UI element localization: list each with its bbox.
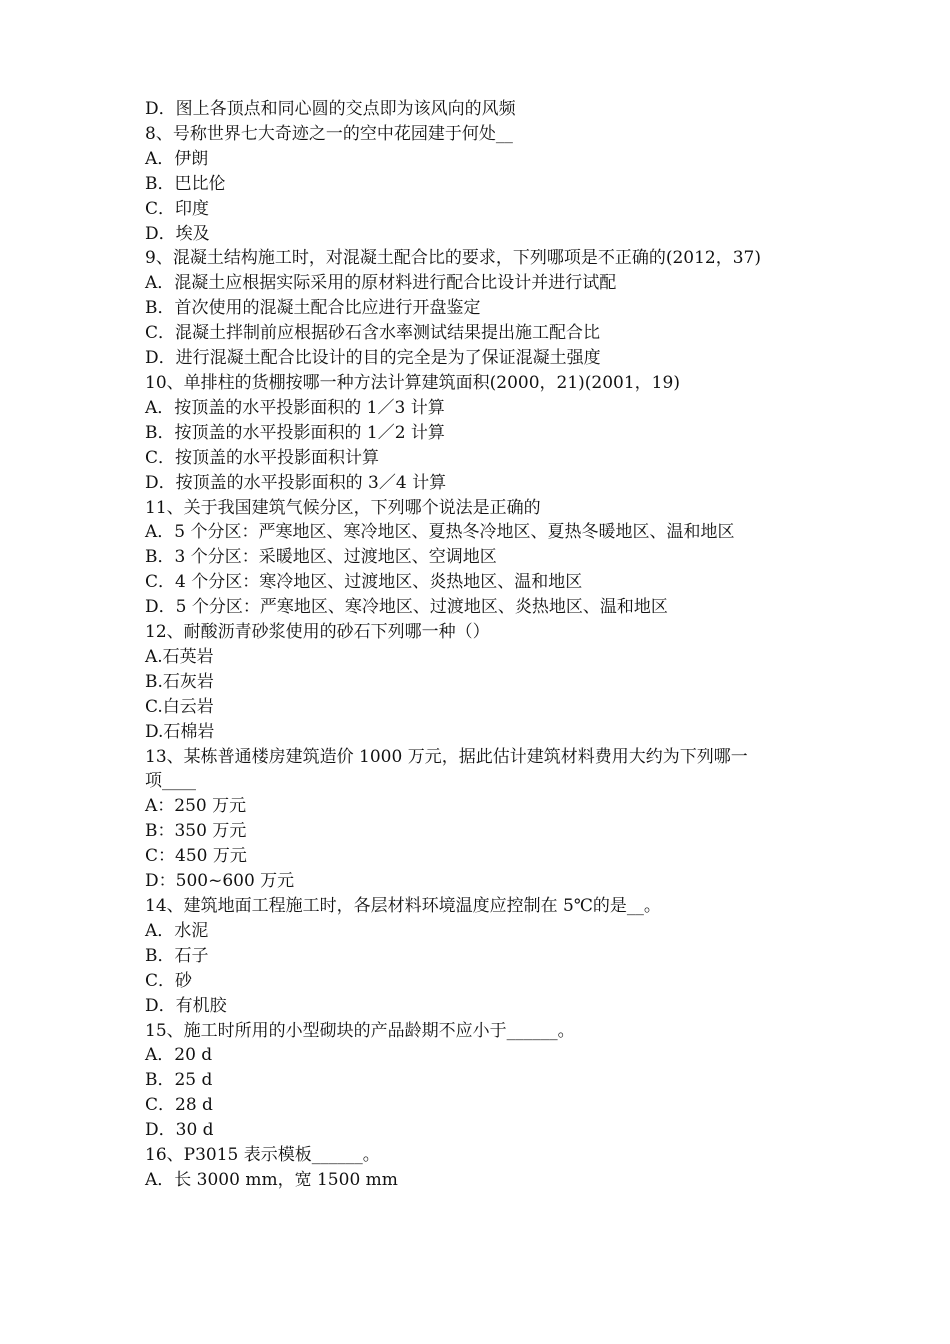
option-line: D．有机胶 [145,995,227,1016]
option-line: A.石英岩 [145,646,214,667]
option-line: D：500~600 万元 [145,871,295,892]
question-line: 16、P3015 表示模板______。 [145,1145,380,1166]
option-line: D．图上各顶点和同心圆的交点即为该风向的风频 [145,99,516,119]
option-line: B．石子 [145,945,209,966]
option-line: A．5 个分区：严寒地区、寒冷地区、夏热冬冷地区、夏热冬暖地区、温和地区 [145,522,735,543]
option-line: C．按顶盖的水平投影面积计算 [145,447,380,468]
option-line: C．印度 [145,198,210,219]
option-line: A．伊朗 [145,148,209,169]
option-line: B：350 万元 [145,821,247,842]
option-line: B．按顶盖的水平投影面积的 1／2 计算 [145,422,445,443]
option-line: B．25 d [145,1070,213,1091]
option-line: C．4 个分区：寒冷地区、过渡地区、炎热地区、温和地区 [145,572,583,593]
option-line: D．30 d [145,1120,214,1141]
option-line: B.石灰岩 [145,671,214,692]
option-line: A．混凝土应根据实际采用的原材料进行配合比设计并进行试配 [145,273,617,294]
option-line: B．3 个分区：采暖地区、过渡地区、空调地区 [145,547,497,568]
option-line: D．5 个分区：严寒地区、寒冷地区、过渡地区、炎热地区、温和地区 [145,597,668,618]
option-line: A．水泥 [145,920,209,941]
option-line: C．混凝土拌制前应根据砂石含水率测试结果提出施工配合比 [145,323,601,344]
option-line: B．巴比伦 [145,173,226,194]
option-line: A．按顶盖的水平投影面积的 1／3 计算 [145,397,445,418]
option-line: D．进行混凝土配合比设计的目的完全是为了保证混凝土强度 [145,348,601,369]
question-line: 11、关于我国建筑气候分区，下列哪个说法是正确的 [145,497,541,518]
option-line: C．28 d [145,1095,213,1116]
question-line: 14、建筑地面工程施工时，各层材料环境温度应控制在 5℃的是__。 [145,896,661,916]
option-line: C.白云岩 [145,696,214,717]
option-line: A．20 d [145,1045,213,1066]
option-line: C：450 万元 [145,846,247,867]
option-line: A．长 3000 mm，宽 1500 mm [145,1169,398,1190]
option-line: C．砂 [145,970,193,991]
question-line: 8、号称世界七大奇迹之一的空中花园建于何处__ [145,123,513,144]
question-line: 13、某栋普通楼房建筑造价 1000 万元，据此估计建筑材料费用大约为下列哪一 [145,746,748,767]
question-line: 9、混凝土结构施工时，对混凝土配合比的要求，下列哪项是不正确的(2012，37) [145,248,761,269]
option-line: D．按顶盖的水平投影面积的 3／4 计算 [145,472,447,493]
question-line-continued: 项____ [145,771,196,792]
option-line: D．埃及 [145,223,210,244]
option-line: B．首次使用的混凝土配合比应进行开盘鉴定 [145,298,481,319]
document-body [145,97,825,1193]
option-line: D.石棉岩 [145,721,215,742]
question-line: 15、施工时所用的小型砌块的产品龄期不应小于______。 [145,1020,575,1041]
question-line: 10、单排柱的货棚按哪一种方法计算建筑面积(2000，21)(2001，19) [145,372,680,393]
question-line: 12、耐酸沥青砂浆使用的砂石下列哪一种（） [145,622,490,643]
option-line: A：250 万元 [145,796,247,817]
